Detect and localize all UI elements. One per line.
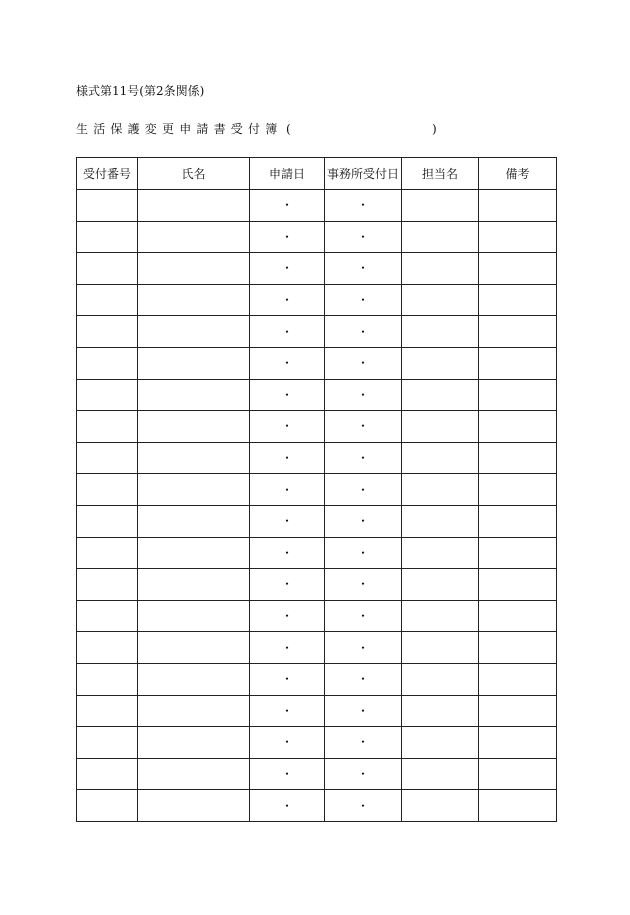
cell-receipt-number	[77, 316, 138, 348]
cell-name	[138, 411, 250, 443]
cell-office-receipt-date	[325, 569, 402, 601]
table-row	[77, 537, 557, 569]
cell-person-in-charge	[402, 790, 479, 822]
cell-office-receipt-date	[325, 474, 402, 506]
table-row	[77, 190, 557, 222]
date-separator-dot: ・	[280, 577, 293, 592]
cell-name	[138, 442, 250, 474]
cell-person-in-charge	[402, 727, 479, 759]
cell-person-in-charge	[402, 379, 479, 411]
cell-receipt-number	[77, 442, 138, 474]
cell-office-receipt-date	[325, 347, 402, 379]
cell-receipt-number	[77, 758, 138, 790]
cell-name	[138, 474, 250, 506]
cell-office-receipt-date	[325, 758, 402, 790]
cell-remarks	[479, 253, 557, 285]
cell-person-in-charge	[402, 474, 479, 506]
date-separator-dot: ・	[280, 766, 293, 781]
date-separator-dot: ・	[356, 387, 369, 402]
table-row	[77, 474, 557, 506]
cell-person-in-charge	[402, 758, 479, 790]
cell-application-date	[250, 284, 325, 316]
table-row	[77, 632, 557, 664]
date-separator-dot: ・	[280, 324, 293, 339]
cell-person-in-charge	[402, 537, 479, 569]
cell-remarks	[479, 379, 557, 411]
cell-office-receipt-date	[325, 379, 402, 411]
cell-name	[138, 537, 250, 569]
cell-application-date	[250, 790, 325, 822]
cell-receipt-number	[77, 379, 138, 411]
date-separator-dot: ・	[356, 419, 369, 434]
date-separator-dot: ・	[280, 198, 293, 213]
cell-application-date	[250, 758, 325, 790]
date-separator-dot: ・	[356, 451, 369, 466]
table-row	[77, 790, 557, 822]
cell-office-receipt-date	[325, 190, 402, 222]
cell-name	[138, 758, 250, 790]
cell-application-date	[250, 663, 325, 695]
date-separator-dot: ・	[280, 672, 293, 687]
cell-name	[138, 790, 250, 822]
date-separator-dot: ・	[280, 229, 293, 244]
cell-application-date	[250, 442, 325, 474]
date-separator-dot: ・	[356, 514, 369, 529]
date-separator-dot: ・	[356, 640, 369, 655]
cell-name	[138, 221, 250, 253]
date-separator-dot: ・	[356, 798, 369, 813]
date-separator-dot: ・	[356, 293, 369, 308]
cell-application-date	[250, 695, 325, 727]
cell-receipt-number	[77, 284, 138, 316]
table-row	[77, 347, 557, 379]
table-row	[77, 411, 557, 443]
cell-name	[138, 379, 250, 411]
table-row	[77, 284, 557, 316]
table-row	[77, 695, 557, 727]
table-row	[77, 663, 557, 695]
cell-office-receipt-date	[325, 253, 402, 285]
cell-name	[138, 253, 250, 285]
cell-remarks	[479, 632, 557, 664]
cell-name	[138, 727, 250, 759]
cell-receipt-number	[77, 632, 138, 664]
date-separator-dot: ・	[356, 324, 369, 339]
form-number: 様式第11号(第2条関係)	[76, 84, 205, 98]
table-row	[77, 569, 557, 601]
cell-application-date	[250, 569, 325, 601]
cell-person-in-charge	[402, 221, 479, 253]
cell-name	[138, 569, 250, 601]
cell-receipt-number	[77, 600, 138, 632]
cell-person-in-charge	[402, 442, 479, 474]
header-application-date: 申請日	[250, 158, 325, 190]
cell-person-in-charge	[402, 316, 479, 348]
cell-name	[138, 190, 250, 222]
date-separator-dot: ・	[280, 609, 293, 624]
cell-receipt-number	[77, 347, 138, 379]
receipt-register-table	[76, 157, 557, 822]
cell-office-receipt-date	[325, 505, 402, 537]
cell-person-in-charge	[402, 411, 479, 443]
table-row	[77, 727, 557, 759]
cell-application-date	[250, 632, 325, 664]
cell-receipt-number	[77, 537, 138, 569]
table-row	[77, 253, 557, 285]
cell-office-receipt-date	[325, 411, 402, 443]
cell-remarks	[479, 695, 557, 727]
date-separator-dot: ・	[356, 735, 369, 750]
cell-person-in-charge	[402, 253, 479, 285]
cell-application-date	[250, 190, 325, 222]
cell-receipt-number	[77, 411, 138, 443]
cell-remarks	[479, 411, 557, 443]
cell-office-receipt-date	[325, 442, 402, 474]
cell-office-receipt-date	[325, 727, 402, 759]
cell-name	[138, 284, 250, 316]
cell-name	[138, 316, 250, 348]
cell-person-in-charge	[402, 505, 479, 537]
cell-application-date	[250, 379, 325, 411]
cell-remarks	[479, 505, 557, 537]
header-name: 氏名	[138, 158, 250, 190]
cell-remarks	[479, 537, 557, 569]
date-separator-dot: ・	[356, 609, 369, 624]
cell-name	[138, 347, 250, 379]
cell-application-date	[250, 600, 325, 632]
cell-receipt-number	[77, 727, 138, 759]
date-separator-dot: ・	[280, 735, 293, 750]
cell-receipt-number	[77, 663, 138, 695]
cell-person-in-charge	[402, 600, 479, 632]
cell-receipt-number	[77, 505, 138, 537]
cell-remarks	[479, 600, 557, 632]
cell-remarks	[479, 758, 557, 790]
office-name-paren-open: (	[286, 122, 291, 136]
cell-remarks	[479, 727, 557, 759]
date-separator-dot: ・	[356, 229, 369, 244]
cell-person-in-charge	[402, 663, 479, 695]
cell-office-receipt-date	[325, 663, 402, 695]
cell-office-receipt-date	[325, 790, 402, 822]
cell-remarks	[479, 284, 557, 316]
header-remarks: 備考	[479, 158, 557, 190]
cell-application-date	[250, 727, 325, 759]
cell-office-receipt-date	[325, 600, 402, 632]
cell-remarks	[479, 190, 557, 222]
cell-office-receipt-date	[325, 316, 402, 348]
date-separator-dot: ・	[356, 261, 369, 276]
date-separator-dot: ・	[356, 356, 369, 371]
table-row	[77, 221, 557, 253]
cell-name	[138, 632, 250, 664]
cell-receipt-number	[77, 790, 138, 822]
cell-remarks	[479, 663, 557, 695]
cell-person-in-charge	[402, 284, 479, 316]
office-name-paren-close: )	[432, 122, 437, 136]
table-row	[77, 442, 557, 474]
date-separator-dot: ・	[280, 261, 293, 276]
header-person-in-charge: 担当名	[402, 158, 479, 190]
cell-remarks	[479, 442, 557, 474]
date-separator-dot: ・	[280, 419, 293, 434]
date-separator-dot: ・	[280, 514, 293, 529]
date-separator-dot: ・	[356, 703, 369, 718]
cell-application-date	[250, 253, 325, 285]
cell-person-in-charge	[402, 190, 479, 222]
cell-name	[138, 505, 250, 537]
cell-office-receipt-date	[325, 221, 402, 253]
date-separator-dot: ・	[280, 387, 293, 402]
cell-receipt-number	[77, 474, 138, 506]
cell-office-receipt-date	[325, 284, 402, 316]
date-separator-dot: ・	[280, 356, 293, 371]
cell-person-in-charge	[402, 632, 479, 664]
cell-person-in-charge	[402, 569, 479, 601]
cell-name	[138, 695, 250, 727]
cell-remarks	[479, 347, 557, 379]
date-separator-dot: ・	[356, 766, 369, 781]
cell-remarks	[479, 790, 557, 822]
date-separator-dot: ・	[280, 293, 293, 308]
cell-receipt-number	[77, 221, 138, 253]
register-title	[76, 121, 456, 137]
cell-remarks	[479, 569, 557, 601]
cell-office-receipt-date	[325, 632, 402, 664]
date-separator-dot: ・	[356, 482, 369, 497]
cell-receipt-number	[77, 569, 138, 601]
cell-application-date	[250, 221, 325, 253]
header-office-receipt-date: 事務所受付日	[325, 158, 402, 190]
cell-remarks	[479, 474, 557, 506]
cell-application-date	[250, 347, 325, 379]
header-receipt-number: 受付番号	[77, 158, 138, 190]
cell-person-in-charge	[402, 347, 479, 379]
date-separator-dot: ・	[280, 798, 293, 813]
table-row	[77, 758, 557, 790]
cell-application-date	[250, 316, 325, 348]
table-row	[77, 316, 557, 348]
table-row	[77, 600, 557, 632]
cell-remarks	[479, 316, 557, 348]
cell-name	[138, 600, 250, 632]
cell-office-receipt-date	[325, 695, 402, 727]
date-separator-dot: ・	[280, 640, 293, 655]
date-separator-dot: ・	[280, 451, 293, 466]
table-row	[77, 505, 557, 537]
cell-application-date	[250, 411, 325, 443]
date-separator-dot: ・	[280, 545, 293, 560]
cell-receipt-number	[77, 253, 138, 285]
table-row	[77, 379, 557, 411]
cell-application-date	[250, 474, 325, 506]
cell-receipt-number	[77, 190, 138, 222]
table-header-row	[77, 158, 557, 190]
date-separator-dot: ・	[280, 703, 293, 718]
cell-name	[138, 663, 250, 695]
date-separator-dot: ・	[356, 672, 369, 687]
cell-application-date	[250, 537, 325, 569]
date-separator-dot: ・	[356, 545, 369, 560]
cell-office-receipt-date	[325, 537, 402, 569]
cell-application-date	[250, 505, 325, 537]
table-body	[77, 190, 557, 822]
register-title-text: 生活保護変更申請書受付簿	[76, 122, 283, 136]
cell-remarks	[479, 221, 557, 253]
cell-person-in-charge	[402, 695, 479, 727]
date-separator-dot: ・	[356, 577, 369, 592]
date-separator-dot: ・	[280, 482, 293, 497]
date-separator-dot: ・	[356, 198, 369, 213]
cell-receipt-number	[77, 695, 138, 727]
